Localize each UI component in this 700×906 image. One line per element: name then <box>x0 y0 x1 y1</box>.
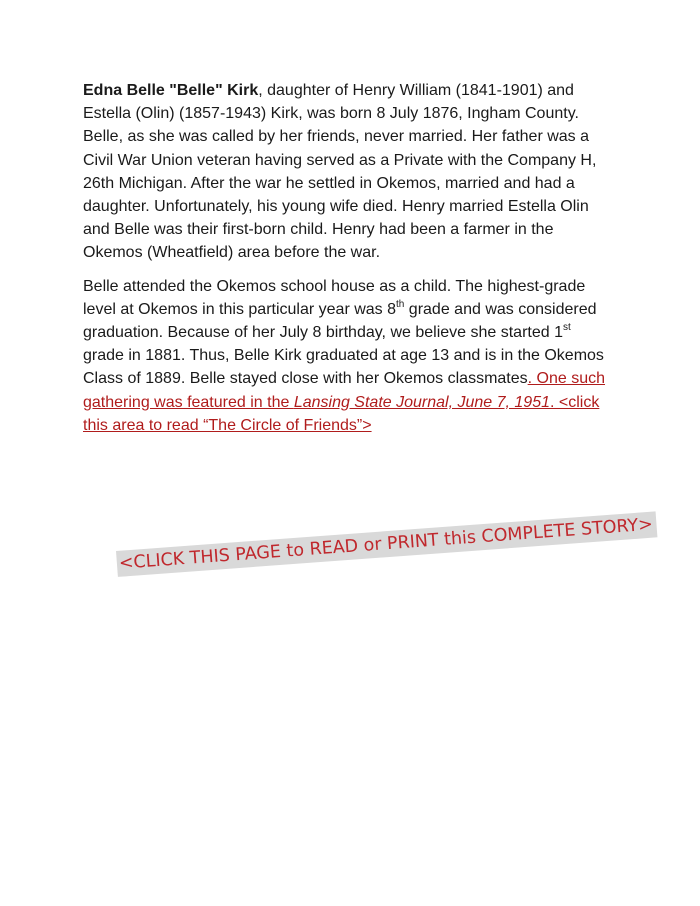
newspaper-citation: Lansing State Journal, June 7, 1951 <box>293 393 550 411</box>
text-line: Class of 1889. Belle stayed close with her Okemos classmates <box>83 370 528 388</box>
text-line: daughter. Unfortunately, his young wife died. Henry married Estella Olin <box>83 198 589 216</box>
link-text: gathering was featured in the <box>83 393 294 411</box>
paragraph-intro <box>83 79 618 265</box>
text-line: Belle attended the Okemos school house as a child. The highest-grade <box>83 277 586 295</box>
superscript: th <box>396 298 405 310</box>
superscript: st <box>563 321 571 333</box>
text-line: , daughter of Henry William (1841-1901) and <box>258 82 574 99</box>
subject-name: Edna Belle "Belle" Kirk <box>83 82 259 99</box>
text-line: Belle, as she was called by her friends, never married. Her father was a <box>83 128 590 146</box>
link-text: this area to read “The Circle of Friends”> <box>83 416 372 434</box>
text-line: graduation. Because of her July 8 birthday, we believe she started 1 <box>83 324 563 342</box>
text-line: grade and was considered <box>404 300 597 318</box>
text-line: 26th Michigan. After the war he settled in Okemos, married and had a <box>83 174 575 192</box>
text-line: Civil War Union veteran having served as a Private with the Company H, <box>83 151 597 169</box>
link-text: . One such <box>527 370 606 388</box>
text-line: level at Okemos in this particular year was 8 <box>83 300 397 318</box>
text-line: Estella (Olin) (1857-1943) Kirk, was born 8 July 1876, Ingham County. <box>83 105 579 123</box>
story-body <box>83 79 618 447</box>
link-text: . <click <box>550 393 600 411</box>
read-complete-story-button[interactable]: <CLICK THIS PAGE to READ or PRINT this COMPLETE STORY> <box>116 511 658 577</box>
text-line: grade in 1881. Thus, Belle Kirk graduated at age 13 and is in the Okemos <box>83 347 604 365</box>
text-line: Okemos (Wheatfield) area before the war. <box>83 244 381 262</box>
text-line: and Belle was their first-born child. Henry had been a farmer in the <box>83 221 554 239</box>
paragraph-school <box>83 275 618 437</box>
